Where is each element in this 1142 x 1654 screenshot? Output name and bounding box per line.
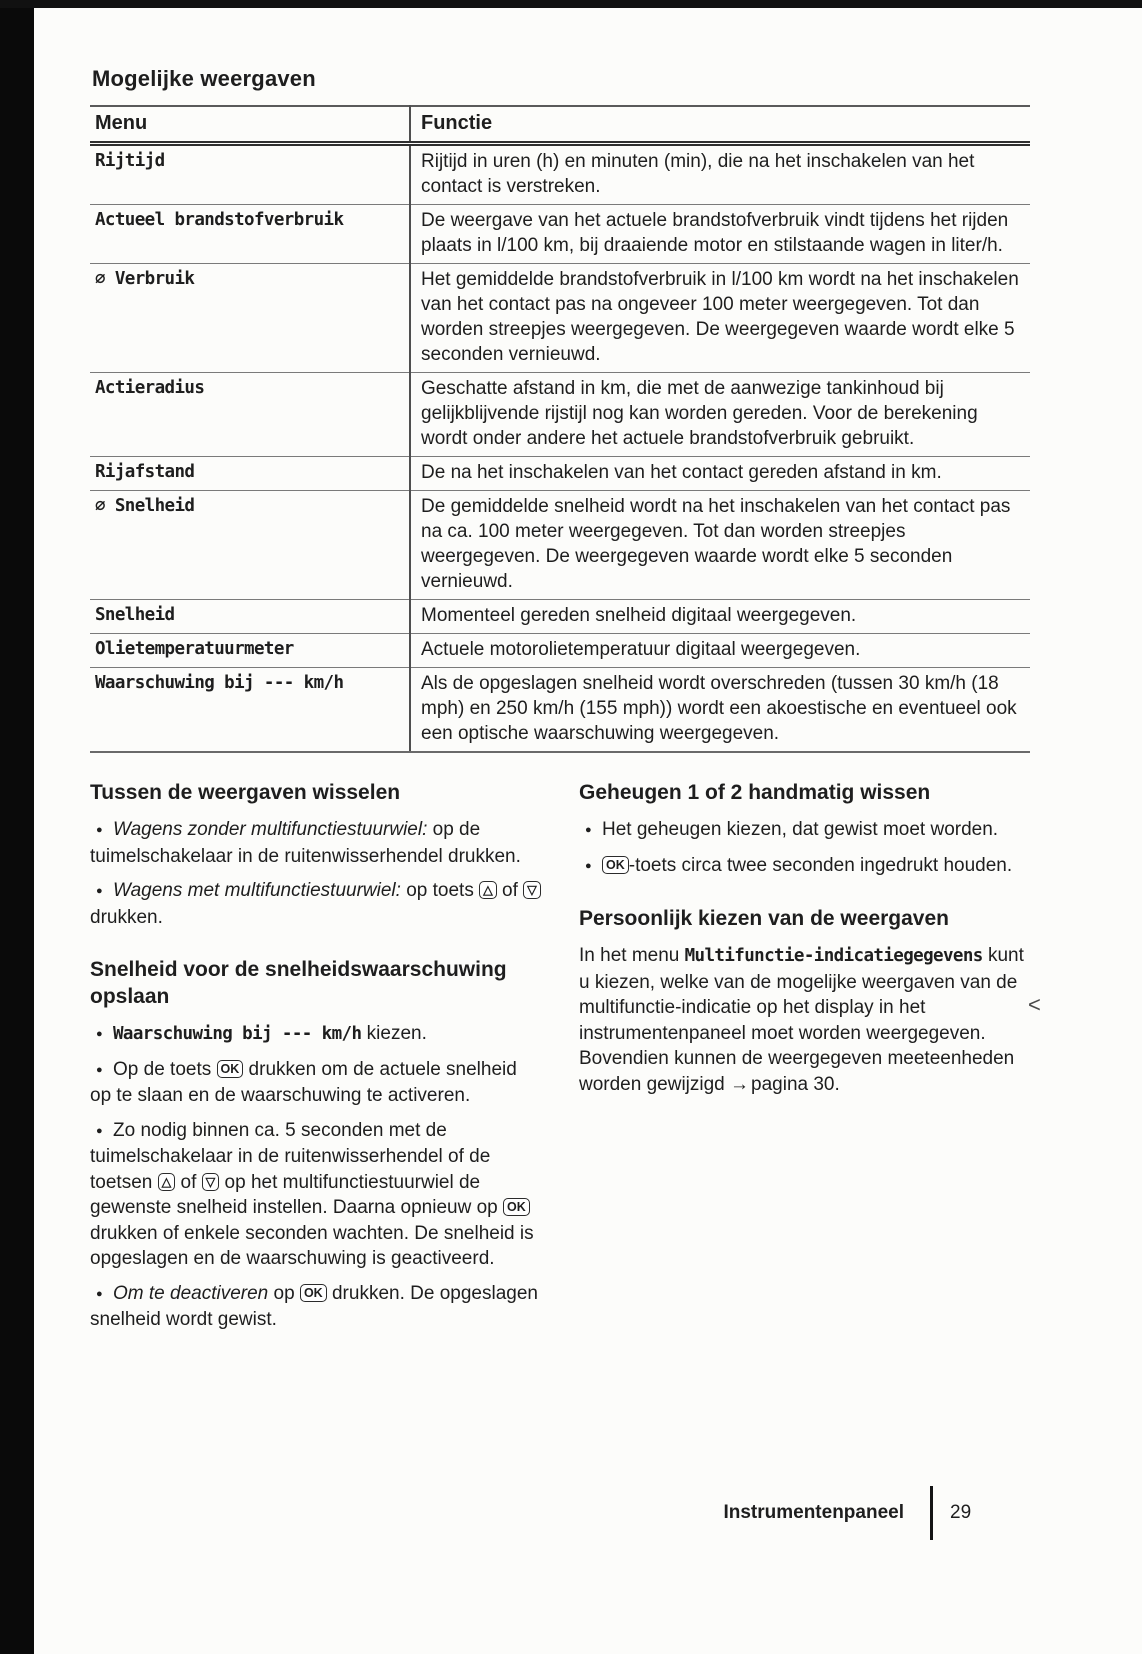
functie-cell: De gemiddelde snelheid wordt na het inschakelen van het contact pas na ca. 100 meter weergegeven. Tot dan worden streepjes weergegeven. De weergegeven waarde wordt elke 5 seconden vernieuwd.: [410, 491, 1030, 600]
bullet-icon: ●: [96, 1028, 103, 1040]
page-ref-arrow-icon: →: [730, 1073, 750, 1095]
text-segment: Wagens zonder multifunctiestuurwiel:: [113, 819, 428, 840]
bullet-item: [90, 1118, 541, 1272]
menu-cell: Rijafstand: [90, 457, 410, 491]
col-header-functie: Functie: [410, 106, 1030, 144]
text-segment: op toets: [400, 880, 480, 901]
functie-cell: De na het inschakelen van het contact gereden afstand in km.: [410, 457, 1030, 491]
text-segment: pagina 30.: [751, 1073, 840, 1095]
scan-edge-top: [0, 0, 1142, 8]
text-segment: Zo nodig binnen ca. 5 seconden met de tuimelschakelaar in de ruitenwisserhendel of de toetsen: [90, 1119, 491, 1193]
text-segment: drukken of enkele seconden wachten. De snelheid is opgeslagen en de waarschuwing is geactiveerd.: [90, 1222, 534, 1269]
text-segment: Om te deactiveren: [113, 1282, 269, 1304]
page-content: [90, 66, 1030, 1342]
menu-cell: Snelheid: [90, 600, 410, 634]
left-column: [90, 779, 541, 1342]
ok-key-icon: OK: [217, 1060, 244, 1078]
functie-cell: Momenteel gereden snelheid digitaal weergegeven.: [410, 600, 1030, 634]
paragraph: [579, 943, 1030, 1097]
bullet-icon: ●: [585, 859, 592, 872]
table-row: [90, 205, 1030, 264]
bullet-icon: ●: [585, 824, 592, 836]
text-segment: Waarschuwing bij --- km/h: [113, 1024, 362, 1044]
menu-cell: Olietemperatuurmeter: [90, 634, 410, 668]
bullet-icon: ●: [96, 824, 103, 836]
up-key-icon: △: [158, 1173, 176, 1191]
bullet-item: [90, 878, 541, 930]
bullet-item: [579, 817, 1030, 844]
two-column-section: [90, 779, 1030, 1342]
table-row: [90, 457, 1030, 491]
section-heading: Persoonlijk kiezen van de weergaven: [579, 907, 949, 930]
table-row: [90, 668, 1030, 753]
table-row: [90, 373, 1030, 457]
text-segment: In het menu: [579, 945, 685, 966]
bullet-icon: ●: [96, 1287, 103, 1300]
table-row: [90, 144, 1030, 205]
table-row: [90, 491, 1030, 600]
footer-page-number: 29: [950, 1502, 972, 1523]
text-segment: -toets circa twee seconden ingedrukt houden.: [628, 854, 1013, 876]
text-segment: kiezen.: [361, 1023, 427, 1044]
down-key-icon: ▽: [523, 881, 541, 899]
menu-cell: Actueel brandstofverbruik: [90, 205, 410, 264]
bullet-item: [90, 1021, 541, 1048]
footer-section-title: Instrumentenpaneel: [723, 1502, 904, 1523]
right-column: [579, 779, 1030, 1342]
text-segment: Op de toets: [113, 1058, 217, 1080]
section-heading: Snelheid voor de snelheidswaarschuwing opslaan: [90, 958, 507, 1008]
table-row: [90, 264, 1030, 373]
text-segment: kunt u kiezen, welke van de mogelijke weergaven van de multifunctie-indicatie op het display in het instrumentenpaneel moet worden weergegeven. Bovendien kunnen de weergegeven meeteenheden worden gewijzigd: [579, 945, 1024, 1095]
table-header-row: [90, 106, 1030, 144]
functie-cell: Het gemiddelde brandstofverbruik in l/100 km wordt na het inschakelen van het contact pas na ongeveer 100 meter weergegeven. Tot dan worden streepjes weergegeven. De weergegeven waarde wordt elke 5 seconden vernieuwd.: [410, 264, 1030, 373]
scan-edge-left: [0, 0, 34, 1654]
table-row: [90, 600, 1030, 634]
down-key-icon: ▽: [202, 1173, 220, 1191]
footer-divider: [930, 1486, 933, 1540]
up-key-icon: △: [479, 881, 497, 899]
weergaven-table-body: [90, 144, 1030, 753]
text-segment: of: [175, 1171, 202, 1193]
text-segment: drukken.: [90, 906, 163, 928]
page-footer: [90, 1486, 980, 1540]
bullet-item: [90, 1281, 541, 1333]
functie-cell: Als de opgeslagen snelheid wordt overschreden (tussen 30 km/h (18 mph) en 250 km/h (155 mph)) wordt een akoestische en eventueel ook een optische waarschuwing weergegeven.: [410, 668, 1030, 753]
menu-cell: Rijtijd: [90, 144, 410, 205]
table-row: [90, 634, 1030, 668]
text-segment: drukken om de actuele snelheid op te slaan en de waarschuwing te activeren.: [90, 1058, 517, 1106]
text-segment: Wagens met multifunctiestuurwiel:: [113, 880, 401, 901]
bullet-icon: ●: [96, 1063, 103, 1076]
menu-cell: Waarschuwing bij --- km/h: [90, 668, 410, 753]
functie-cell: De weergave van het actuele brandstofverbruik vindt tijdens het rijden plaats in l/100 km, bij draaiende motor en stilstaande wagen in liter/h.: [410, 205, 1030, 264]
bullet-icon: ●: [96, 885, 103, 897]
menu-cell: Actieradius: [90, 373, 410, 457]
page-title: Mogelijke weergaven: [92, 66, 316, 91]
ok-key-icon: OK: [300, 1284, 327, 1302]
text-segment: Multifunctie-indicatiegegevens: [684, 946, 983, 966]
ok-key-icon: OK: [503, 1198, 530, 1216]
margin-mark: <: [1028, 992, 1041, 1017]
menu-cell: ∅ Snelheid: [90, 491, 410, 600]
ok-key-icon: OK: [602, 856, 629, 874]
section-heading: Geheugen 1 of 2 handmatig wissen: [579, 781, 931, 804]
menu-cell: ∅ Verbruik: [90, 264, 410, 373]
functie-cell: Rijtijd in uren (h) en minuten (min), die na het inschakelen van het contact is verstreken.: [410, 144, 1030, 205]
text-segment: of: [496, 880, 524, 901]
col-header-menu: Menu: [90, 106, 410, 144]
text-segment: Het geheugen kiezen, dat gewist moet worden.: [602, 819, 999, 840]
bullet-item: [90, 817, 541, 869]
text-segment: op: [268, 1282, 300, 1304]
bullet-item: [579, 853, 1030, 880]
text-segment: drukken. De opgeslagen snelheid wordt gewist.: [90, 1282, 538, 1330]
functie-cell: Geschatte afstand in km, die met de aanwezige tankinhoud bij gelijkblijvende rijstijl nog kan worden gereden. Voor de berekening wordt onder andere het actuele brandstofverbruik gebruikt.: [410, 373, 1030, 457]
weergaven-table: [90, 105, 1030, 753]
functie-cell: Actuele motorolietemperatuur digitaal weergegeven.: [410, 634, 1030, 668]
text-segment: op het multifunctiestuurwiel de gewenste snelheid instellen. Daarna opnieuw op: [90, 1171, 503, 1218]
bullet-item: [90, 1057, 541, 1109]
section-heading: Tussen de weergaven wisselen: [90, 781, 401, 804]
bullet-icon: ●: [96, 1124, 103, 1137]
text-segment: op de tuimelschakelaar in de ruitenwisserhendel drukken.: [90, 819, 521, 867]
